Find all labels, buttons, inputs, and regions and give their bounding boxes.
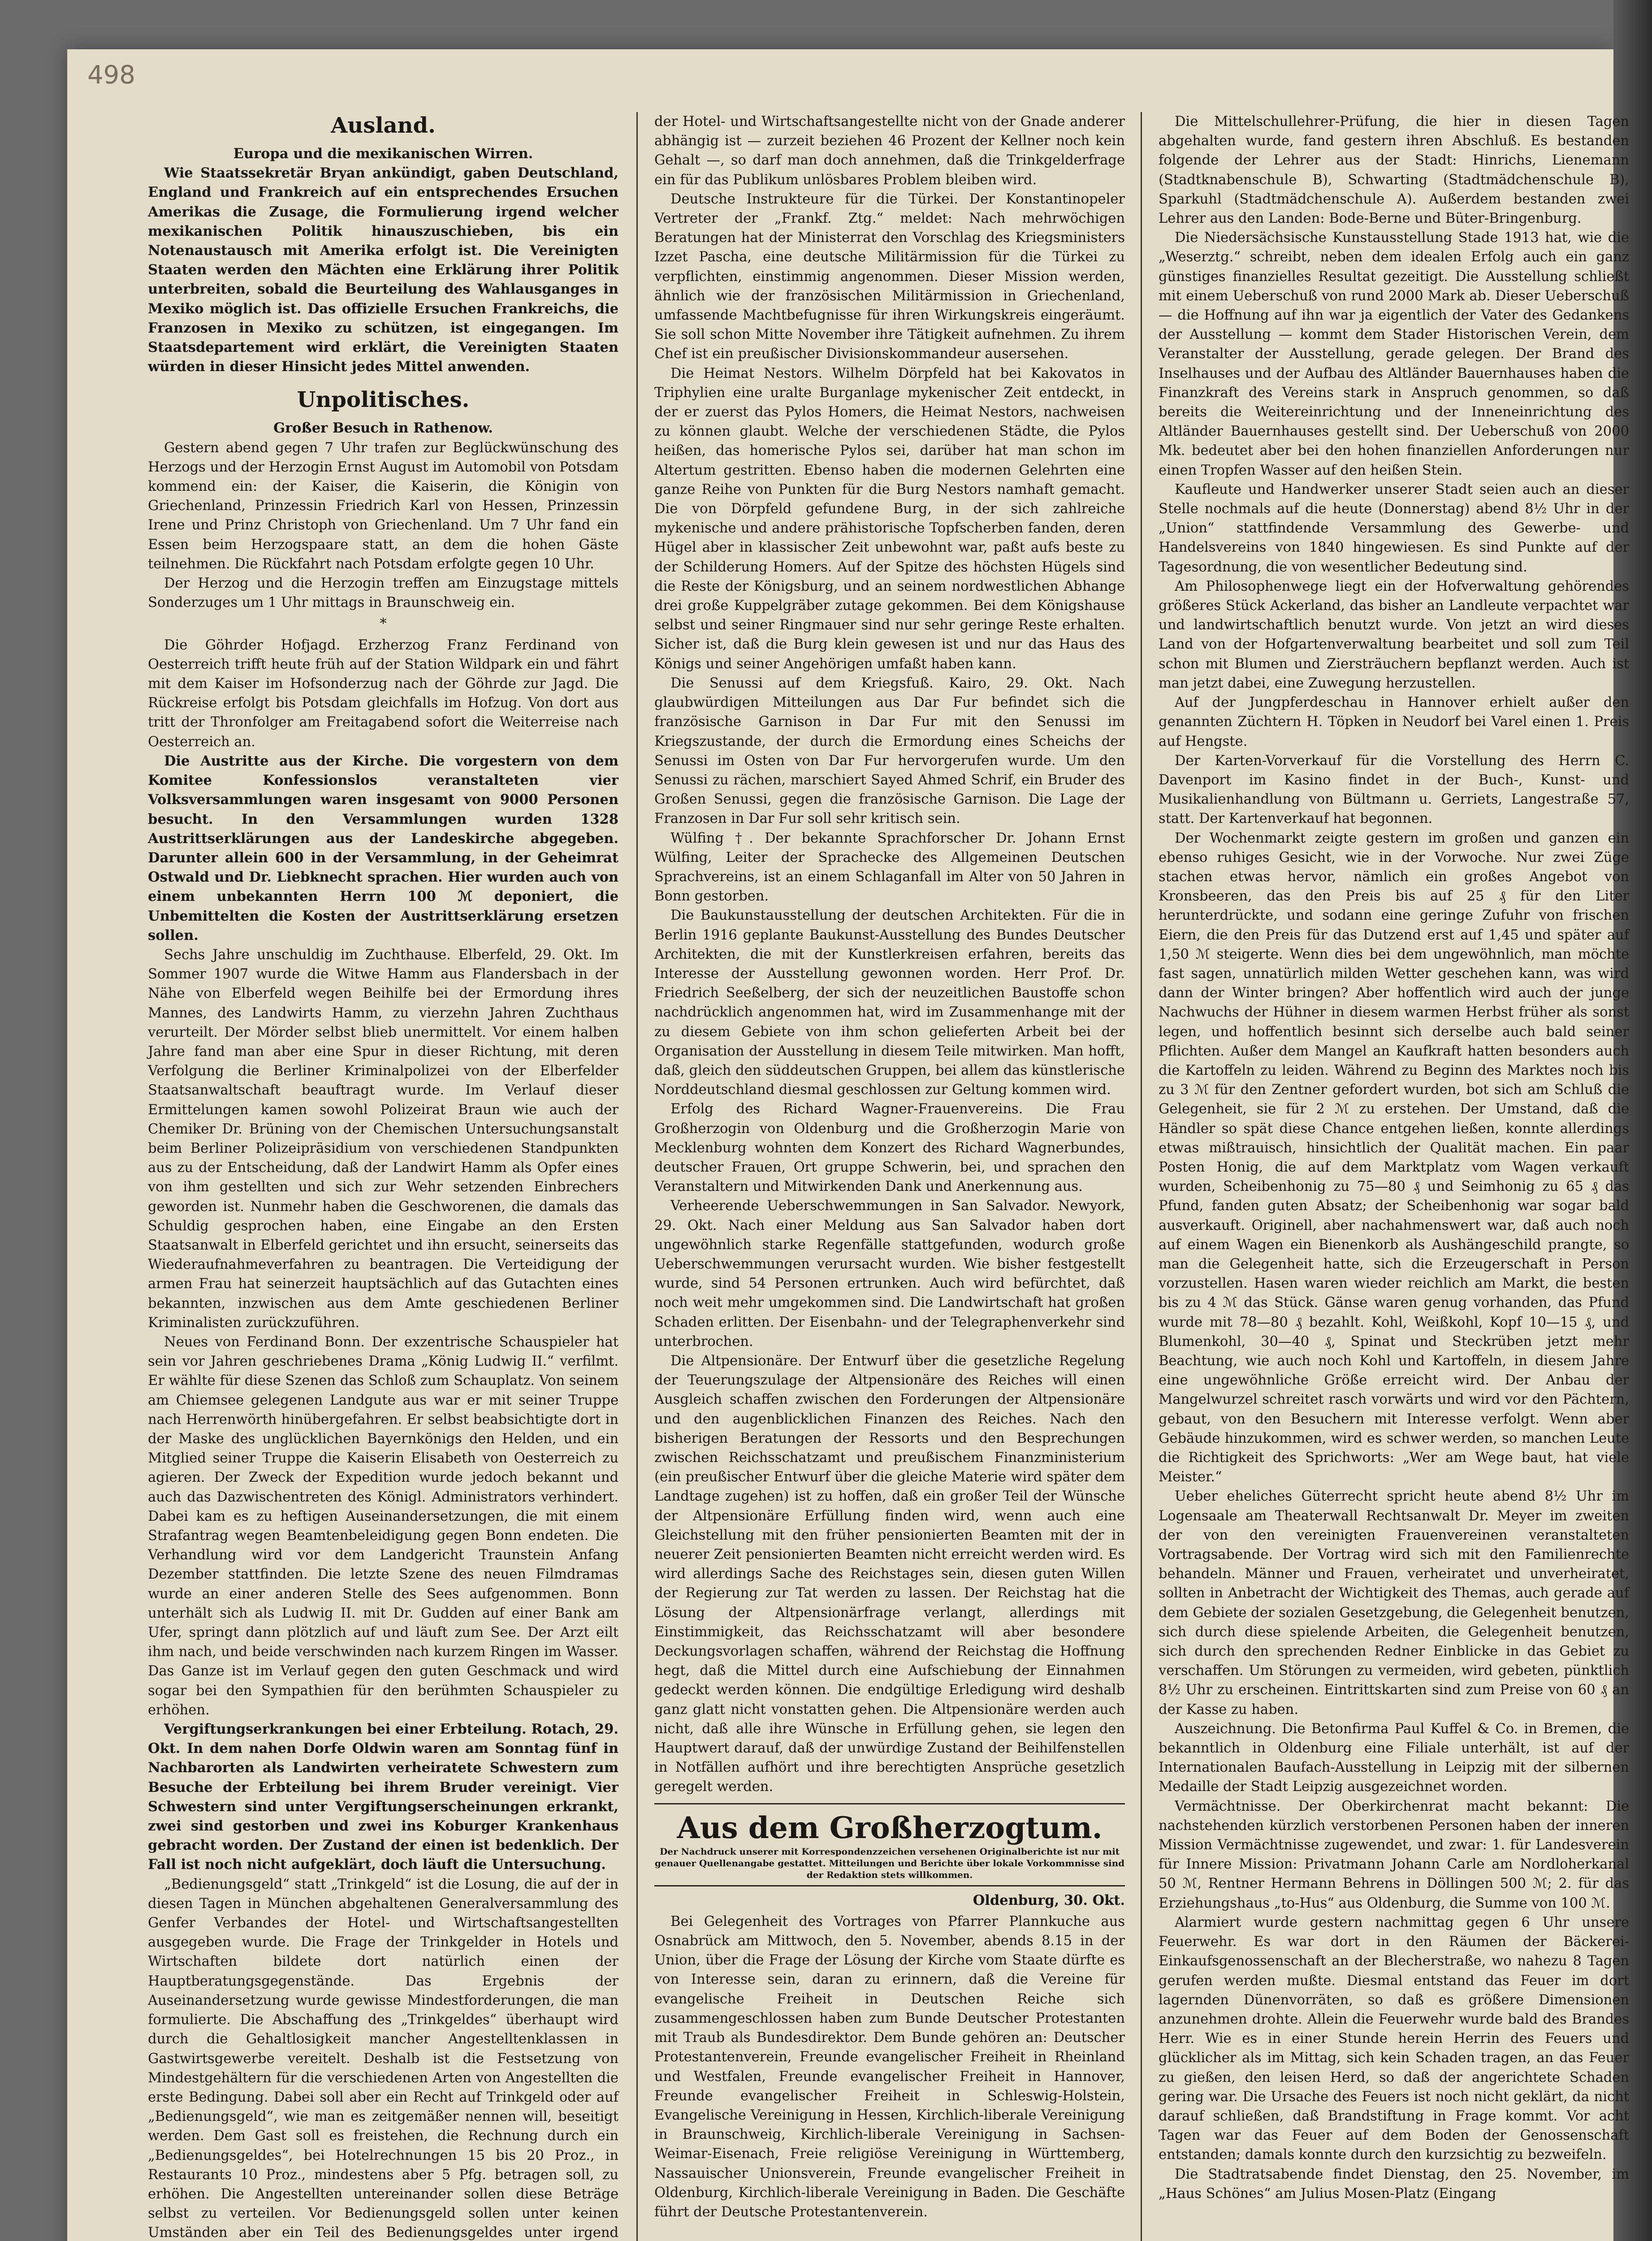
- article-body: Verheerende Ueberschwemmungen in San Salvador. Newyork, 29. Okt. Nach einer Meldung aus San Salvador haben dort ungewöhnlich starke Regenfälle stattgefunden, wodurch große Ueberschwemmungen verursacht wurden. Wie bisher festgestellt wurde, sind 54 Personen ertrunken. Auch wird befürchtet, daß noch weit mehr umgekommen sind. Die Landwirtschaft hat großen Schaden erlitten. Der Eisenbahn- und der Telegraphenverkehr sind unterbrochen.: [654, 1198, 1125, 1350]
- article-body: Erfolg des Richard Wagner-Frauenvereins. Die Frau Großherzogin von Oldenburg und die Großherzogin Marie von Mecklenburg wohnten dem Konzert des Richard Wagnerbundes, deutscher Frauen, Ort gruppe Schwerin, bei, und sprachen den Veranstaltern und Mitwirkenden Dank und Anerkennung aus.: [654, 1101, 1125, 1195]
- article-heading: Europa und die mexikanischen Wirren.: [233, 146, 533, 162]
- article-body: Vergiftungserkrankungen bei einer Erbteilung. Rotach, 29. Okt. In dem nahen Dorfe Oldwin waren am Sonntag fünf in Nachbarorten als Landwirten verheiratete Schwestern zum Besuche der Erbteilung bei ihrem Bruder vereinigt. Vier Schwestern sind unter Vergiftungserscheinungen erkrankt, zwei sind gestorben und zwei ins Koburger Krankenhaus gebracht worden. Der Zustand der einen ist bedenklich. Der Fall ist noch nicht aufgeklärt, doch läuft die Untersuchung.: [148, 1721, 618, 1873]
- banner-note: Der Nachdruck unserer mit Korrespondenzzeichen versehenen Originalberichte ist nur mit genauer Quellenangabe gestattet. Mitteilungen und Berichte über lokale Vorkommnisse sind der Redaktion stets willkommen.: [654, 1846, 1125, 1880]
- article-body: Wie Staatssekretär Bryan ankündigt, gaben Deutschland, England und Frankreich auf ein entsprechendes Ersuchen Amerikas die Zusage, die Formulierung irgend welcher mexikanischen Politik hinauszuschieben, bis ein Notenaustausch mit Amerika erfolgt ist. Die Vereinigten Staaten werden den Mächten eine Erklärung ihrer Politik unterbreiten, sobald die Beurteilung des Wahlausganges in Mexiko möglich ist. Das offizielle Ersuchen Frankreichs, die Franzosen in Mexiko zu schützen, ist eingegangen. Im Staatsdepartement wird erklärt, die Vereinigten Staaten würden in dieser Hinsicht jedes Mittel anwenden.: [148, 165, 618, 375]
- article-body: Sechs Jahre unschuldig im Zuchthause. Elberfeld, 29. Okt. Im Sommer 1907 wurde die Witwe Hamm aus Flandersbach in der Nähe von Elberfeld wegen Beihilfe bei der Ermordung ihres Mannes, des Landwirts Hamm, zu vierzehn Jahren Zuchthaus verurteilt. Der Mörder selbst blieb unermittelt. Vor einem halben Jahre fand man aber eine Spur in dieser Richtung, mit deren Verfolgung die Berliner Kriminalpolizei von der Elberfelder Staatsanwaltschaft beauftragt wurde. Im Verlauf dieser Ermittelungen kamen sowohl Polizeirat Braun wie auch der Chemiker Dr. Brüning von der Chemischen Untersuchungsanstalt beim Berliner Polizeipräsidium von verschiedenen Standpunkten aus zu der Entscheidung, daß der Landwirt Hamm als Opfer eines von ihm gestellten und sich zur Wehr setzenden Einbrechers geworden ist. Nunmehr haben die Geschworenen, die damals das Schuldig gesprochen haben, eine Eingabe an den Ersten Staatsanwalt in Elberfeld gerichtet und ihn ersucht, seinerseits das Wiederaufnahmeverfahren zu beantragen. Die Verteidigung der armen Frau hat seinerzeit hauptsächlich auf das Gutachten eines bekannten, inzwischen aus dem Amte geschiedenen Berliner Kriminalisten zurückzuführen.: [148, 947, 618, 1331]
- article-body: Alarmiert wurde gestern nachmittag gegen 6 Uhr unsere Feuerwehr. Es war dort in den Räumen der Bäckerei-Einkaufsgenossenschaft an der Blecherstraße, wo nahezu 8 Tagen gerufen werden mußte. Diesmal entstand das Feuer im dort lagernden Dünenvorräten, so daß es größere Dimensionen anzunehmen drohte. Allein die Feuerwehr wurde bald des Brandes Herr. Wie es in einer Stunde herein Herrin des Feuers und glücklicher als im Mittag, sich kein Schaden tragen, an das Feuer zu gießen, den leisen Herd, so daß der angerichtete Schaden gering war. Die Ursache des Feuers ist noch nicht geklärt, da nicht darauf schließen, daß Brandstiftung in Frage kommt. Vor acht Tagen war das Feuer auf dem Boden der Genossenschaft entstanden; damals konnte durch den kurzsichtig zu bezweifeln.: [1159, 1914, 1629, 2163]
- section-title-unpolitisches: Unpolitisches.: [297, 387, 470, 413]
- article-body: Die Heimat Nestors. Wilhelm Dörpfeld hat bei Kakovatos in Triphylien eine uralte Burganlage mykenischer Zeit entdeckt, in der er zuerst das Pylos Homers, die Heimat Nestors, nachweisen zu können glaubt. Welche der verschiedenen Städte, die Pylos heißen, das homerische Pylos sei, darüber hat man schon im Altertum gestritten. Ebenso haben die modernen Gelehrten eine ganze Reihe von Punkten für die Burg Nestors namhaft gemacht. Die von Dörpfeld gefundene Burg, in der sich zahlreiche mykenische und andere prähistorische Topfscherben fanden, deren Hügel aber in klassischer Zeit unbewohnt war, paßt aufs beste zu der Schilderung Homers. Auf der Spitze des höchsten Hügels sind die Reste der Königsburg, und an seinem nordwestlichen Abhange drei große Kuppelgräber zutage gekommen. Bei dem Königshause selbst und seiner Ringmauer sind nur sehr geringe Reste erhalten. Sicher ist, daß die Burg klein gewesen ist und nur das Haus des Königs und seiner Angehörigen umfaßt haben kann.: [654, 365, 1125, 672]
- article-body: Die Altpensionäre. Der Entwurf über die gesetzliche Regelung der Teuerungszulage der Altpensionäre des Reiches will einen Ausgleich schaffen zwischen den Forderungen der Altpensionäre und den augenblicklichen Finanzen des Reiches. Nach den bisherigen Beratungen der Ressorts und den Besprechungen zwischen Reichsschatzamt und preußischem Finanzministerium (ein preußischer Entwurf über die gleiche Materie wird später dem Landtage zugehen) ist zu hoffen, daß ein großer Teil der Wünsche der Altpensionäre Erfüllung finden wird, wenn auch eine Gleichstellung mit den früher pensionierten Beamten mit der in neuerer Zeit pensionierten Beamten nicht erreicht werden wird. Es wird allerdings Sache des Reichstages sein, diesen guten Willen der Regierung zur Tat werden zu lassen. Der Reichstag hat die Lösung der Altpensionärfrage verlangt, allerdings mit Einstimmigkeit, das Reichsschatzamt will aber besondere Deckungsvorlagen schaffen, während der Reichstag die Hoffnung hegt, daß die Mittel durch eine Aufschiebung der Einnahmen gedeckt werden können. Die endgültige Erledigung wird deshalb ganz glatt nicht vonstatten gehen. Die Altpensionäre werden auch nicht, daß alle ihre Wünsche in Erfüllung gehen, sie legen den Hauptwert darauf, daß der unwürdige Zustand der Beihilfenstellen in Notfällen aufhört und ihre berechtigten Ansprüche gesetzlich geregelt werden.: [654, 1353, 1125, 1795]
- article-body: Vermächtnisse. Der Oberkirchenrat macht bekannt: Die nachstehenden kürzlich verstorbenen Personen haben der inneren Mission Vermächtnisse zugewendet, und zwar: 1. für Landesverein für Innere Mission: Privatmann Johann Carle am Nordloherkanal 50 ℳ, Rentner Hermann Behrens in Döllingen 500 ℳ; 2. für das Erziehungshaus „to-Hus“ aus Oldenburg, die Summe von 100 ℳ.: [1159, 1798, 1629, 1911]
- article-body: Auszeichnung. Die Betonfirma Paul Kuffel & Co. in Bremen, die bekanntlich in Oldenburg eine Filiale unterhält, ist auf der Internationalen Baufach-Ausstellung in Leipzig mit der silbernen Medaille der Stadt Leipzig ausgezeichnet worden.: [1159, 1721, 1629, 1795]
- separator-asterisk: *: [380, 616, 387, 632]
- article-body: Die Göhrder Hofjagd. Erzherzog Franz Ferdinand von Oesterreich trifft heute früh auf der Station Wildpark ein und fährt mit dem Kaiser im Hofsonderzug nach der Göhrde zur Jagd. Die Rückreise erfolgt bis Potsdam gleichfalls im Hofzug. Von dort aus tritt der Thronfolger am Freitagabend sofort die Weiterreise nach Oesterreich an.: [148, 637, 618, 750]
- column-1: [148, 112, 618, 2241]
- article-body: Die Baukunstausstellung der deutschen Architekten. Für die in Berlin 1916 geplante Baukunst-Ausstellung des Bundes Deutscher Architekten, die mit der Kunstlerkreisen erfahren, bereits das Interesse der Ausstellung gewonnen worden. Herr Prof. Dr. Friedrich Seeßelberg, der sich der neuzeitlichen Baustoffe schon nachdrücklich angenommen hat, wird im Zusammenhange mit der zu diesem Gebiete von ihm schon gelieferten Arbeit bei der Organisation der Ausstellung in diesem Teile mitwirken. Man hofft, daß, gleich den süddeutschen Gruppen, bei allem das künstlerische Norddeutschland diesmal geschlossen zur Geltung kommen wird.: [654, 908, 1125, 1098]
- column-rule: [636, 112, 638, 2241]
- article-body: Neues von Ferdinand Bonn. Der exzentrische Schauspieler hat sein vor Jahren geschriebenes Drama „König Ludwig II.“ verfilmt. Er wählte für diese Szenen das Schloß zum Schauplatz. Von seinem am Chiemsee gelegenen Landgute aus war er mit seiner Truppe nach Herrenwörth hinübergefahren. Er selbst beabsichtigte dort in der Maske des unglücklichen Bayernkönigs den Helden, und ein Mitglied seiner Truppe die Kaiserin Elisabeth von Oesterreich zu agieren. Der Zweck der Expedition wurde jedoch bekannt und auch das Dazwischentreten des Königl. Administrators verhindert. Dabei kam es zu heftigen Auseinandersetzungen, die mit einem Strafantrag wegen Beamtenbeleidigung gegen Bonn endeten. Die Verhandlung wird vor dem Landgericht Traunstein Anfang Dezember stattfinden. Die letzte Szene des neuen Filmdramas wurde an einer anderen Stelle des Sees aufgenommen. Bonn unterhält sich als Ludwig II. mit Dr. Gudden auf einer Bank am Ufer, springt dann plötzlich auf und läuft zum See. Der Arzt eilt ihm nach, und beide verschwinden nach kurzem Ringen im Wasser. Das Ganze ist im Verlauf gegen den guten Geschmack und wird sogar bei den Sympathien für den berühmten Schauspieler zu erhöhen.: [148, 1334, 618, 1718]
- article-body: Gestern abend gegen 7 Uhr trafen zur Beglückwünschung des Herzogs und der Herzogin Ernst August im Automobil von Potsdam kommend ein: der Kaiser, die Kaiserin, die Königin von Griechenland, Prinzessin Friedrich Karl von Hessen, Prinzessin Irene und Prinz Christoph von Griechenland. Um 7 Uhr fand ein Essen beim Herzogspaare statt, an dem die hohen Gäste teilnehmen. Die Rückfahrt nach Potsdam erfolgte gegen 10 Uhr.: [148, 440, 618, 572]
- article-body: Die Mittelschullehrer-Prüfung, die hier in diesen Tagen abgehalten wurde, fand gestern ihren Abschluß. Es bestanden folgende der Lehrer aus der Stadt: Hinrichs, Lienemann (Stadtknabenschule B), Schwarting (Stadtmädchenschule B), Sparkuhl (Stadtmädchenschule A). Außerdem bestanden zwei Lehrer aus den Landen: Bode-Berne und Büter-Bringenburg.: [1159, 114, 1629, 227]
- article-body: Die Senussi auf dem Kriegsfuß. Kairo, 29. Okt. Nach glaubwürdigen Mitteilungen aus Dar Fur befindet sich die französische Garnison in Dar Fur mit den Senussi im Kriegszustande, der durch die Ermordung eines Scheichs der Senussi im Osten von Dar Fur hervorgerufen wurde. Um den Senussi zu rächen, marschiert Sayed Ahmed Schrif, ein Bruder des Großen Senussi, gegen die französische Garnison. Die Lage der Franzosen in Dar Fur soll sehr kritisch sein.: [654, 675, 1125, 827]
- column-2: [654, 112, 1125, 2222]
- article-body: der Hotel- und Wirtschaftsangestellte nicht von der Gnade anderer abhängig ist — zurzeit beziehen 46 Prozent der Kellner noch kein Gehalt —, so darf man doch annehmen, daß die Trinkgelderfrage ein für das Publikum unlösbares Problem bleiben wird.: [654, 114, 1125, 188]
- article-body: Die Niedersächsische Kunstausstellung Stade 1913 hat, wie die „Weserztg.“ schreibt, neben dem idealen Erfolg auch ein ganz günstiges finanzielles Resultat gezeitigt. Die Ausstellung schließt mit einem Ueberschuß von rund 2000 Mark ab. Dieser Ueberschuß — die Hoffnung auf ihn war ja eigentlich der Vater des Gedankens der Ausstellung — kommt dem Stader Historischen Verein, dem Veranstalter der Ausstellung, gerade gelegen. Der Brand des Inselhauses und der Aufbau des Altländer Bauernhauses haben die Finanzkraft des Vereins stark in Anspruch genommen, so daß bereits die Weitereinrichtung und der Inneneinrichtung des Altländer Bauernhauses gestellt sind. Der Ueberschuß von 2000 Mk. bedeutet aber bei den hohen finanziellen Anforderungen nur einen Tropfen Wasser auf den heißen Stein.: [1159, 230, 1629, 478]
- column-rule: [1141, 112, 1142, 2241]
- article-body: Der Wochenmarkt zeigte gestern im großen und ganzen ein ebenso ruhiges Gesicht, wie in der Vorwoche. Nur zwei Züge stachen etwas hervor, nämlich ein großes Angebot von Kronsbeeren, das den Preis bis auf 25 ₰ für den Liter herunterdrückte, und sodann eine geringe Zufuhr von frischen Eiern, die den Preis für das Dutzend erst auf 1,45 und später auf 1,50 ℳ steigerte. Wenn dies bei dem ungewöhnlich, man möchte fast sagen, unnatürlich milden Wetter geschehen kann, was wird dann der Winter bringen? Aber hoffentlich wird auch der junge Nachwuchs der Hühner in diesem warmen Herbst früher als sonst legen, und hoffentlich besinnt sich derselbe auch bald seiner Pflichten. Außer dem Mangel an Kaufkraft hatten besonders auch die Kartoffeln zu leiden. Während zu Beginn des Marktes noch bis zu 3 ℳ für den Zentner gefordert wurden, bot sich am Schluß die Gelegenheit, sie für 2 ℳ zu erstehen. Der Umstand, daß die Händler so spät diese Chance entgehen ließen, konnte allerdings etwas mißtrauisch, hinsichtlich der Qualität machen. Ein paar Posten Honig, die auf dem Marktplatz vom Wagen verkauft wurden, Scheibenhonig zu 75—80 ₰ und Seimhonig zu 65 ₰ das Pfund, fanden guten Absatz; der Scheibenhonig war sogar bald ausverkauft. Originell, aber nachahmenswert war, daß auch noch auf einem Wagen ein Bienenkorb als Aushängeschild prangte, so man die Gelegenheit hatte, sich die Erzeugerschaft in Person vorzustellen. Hasen waren wieder reichlich am Markt, die besten bis zu 4 ℳ das Stück. Gänse waren genug vorhanden, das Pfund wurde mit 78—80 ₰ bezahlt. Kohl, Weißkohl, Kopf 10—15 ₰, und Blumenkohl, 30—40 ₰, Spinat und Steckrüben jetzt mehr Beachtung, wie auch noch Kohl und Kartoffeln, in diesem Jahre eine ungewöhnliche Größe erreicht wird. Der Anbau der Mangelwurzel schreitet rasch vorwärts und wird vor den Pächtern, gebaut, von den Besuchern mit Interesse verfolgt. Wenn aber Gebäude hinzukommen, wird es schwer werden, so manchen Leute die Richtigkeit des Sprichworts: „Wer am Wege baut, hat viele Meister.“: [1159, 830, 1629, 1485]
- article-body: Bei Gelegenheit des Vortrages von Pfarrer Plannkuche aus Osnabrück am Mittwoch, den 5. November, abends 8.15 in der Union, über die Frage der Lösung der Kirche vom Staate dürfte es von Interesse sein, daran zu erinnern, daß die Vereine für evangelische Freiheit in Deutschen Reiche sich zusammengeschlossen haben zum Bunde Deutscher Protestanten mit Traub als Bundesdirektor. Dem Bunde gehören an: Deutscher Protestantenverein, Freunde evangelischer Freiheit in Rheinland und Westfalen, Freunde evangelischer Freiheit in Hannover, Freunde evangelischer Freiheit in Schleswig-Holstein, Evangelische Vereinigung in Hessen, Kirchlich-liberale Vereinigung in Braunschweig, Kirchlich-liberale Vereinigung in Sachsen-Weimar-Eisenach, Freie religiöse Vereinigung in Württemberg, Nassauischer Unionsverein, Freunde evangelischer Freiheit in Oldenburg, Kirchlich-liberale Vereinigung in Baden. Die Geschäfte führt der Deutsche Protestantenverein.: [654, 1913, 1125, 2220]
- banner-title: Aus dem Großherzogtum.: [677, 1810, 1103, 1845]
- article-body: Die Stadtratsabende findet Dienstag, den 25. November, im „Haus Schönes“ am Julius Mosen-Platz (Eingang: [1159, 2166, 1629, 2202]
- article-body: Am Philosophenwege liegt ein der Hofverwaltung gehörendes größeres Stück Ackerland, das bisher an Landleute verpachtet war und landwirtschaftlich benutzt wurde. Von jetzt an wird dieses Land von der Hofgartenverwaltung bearbeitet und soll zum Teil schon mit Blumen und Ziersträuchern bepflanzt werden. Auch ist man jetzt dabei, eine Zuwegung herzustellen.: [1159, 578, 1629, 691]
- article-body: Ueber eheliches Güterrecht spricht heute abend 8½ Uhr im Logensaale am Theaterwall Rechtsanwalt Dr. Meyer im zweiten der von den vereinigten Frauenvereinen veranstalteten Vortragsabende. Der Vortrag wird sich mit den Familienrechte behandeln. Männer und Frauen, verheiratet und unverheiratet, sollten in Anbetracht der Wichtigkeit des Themas, auch gerade auf dem Gebiete der sozialen Gesetzgebung, die Gelegenheit benutzen, sich durch diese spielende Arbeiten, die Gelegenheit benutzen, sich durch den sprechenden Redner Einblicke in das Gebiet zu verschaffen. Um Störungen zu vermeiden, wird gebeten, pünktlich 8½ Uhr zu erscheinen. Eintrittskarten sind zum Preise von 60 ₰ an der Kasse zu haben.: [1159, 1488, 1629, 1718]
- section-banner-grossherzogtum: [654, 1803, 1125, 1886]
- page-number: 498: [87, 61, 135, 90]
- dateline: Oldenburg, 30. Okt.: [973, 1892, 1125, 1908]
- article-body: „Bedienungsgeld“ statt „Trinkgeld“ ist die Losung, die auf der in diesen Tagen in München abgehaltenen Generalversammlung des Genfer Verbandes der Hotel- und Wirtschaftsangestellten ausgegeben wurde. Die Frage der Trinkgelder in Hotels und Wirtschaften bildete dort natürlich einen der Hauptberatungsgegenstände. Das Ergebnis der Auseinandersetzung wurde gewisse Mindestforderungen, die man formulierte. Die Abschaffung des „Trinkgeldes“ überhaupt wird durch die Gehaltlosigkeit mancher Angestelltenklassen in Gastwirtsgewerbe vereitelt. Deshalb ist die Festsetzung von Mindestgehältern für die verschiedenen Arten von Angestellten die erste Bedingung. Dabei soll aber ein Recht auf Trinkgeld oder auf „Bedienungsgeld“, wie man es zeitgemäßer nennen will, beseitigt werden. Dem Gast soll es freistehen, die Rechnung durch ein „Bedienungsgeldes“, bei Hotelrechnungen 15 bis 20 Proz., in Restaurants 10 Proz., mindestens aber 5 Pfg. betragen soll, zu erhöhen. Die Angestellten untereinander sollen diese Beträge selbst zu verteilen. Vor Bedienungsgeld sollen unter keinen Umständen aber ein Teil des Bedienungsgeldes unter irgend: [148, 1876, 618, 2241]
- article-heading: Großer Besuch in Rathenow.: [273, 420, 493, 437]
- article-body: Deutsche Instrukteure für die Türkei. Der Konstantinopeler Vertreter der „Frankf. Ztg.“ meldet: Nach mehrwöchigen Beratungen hat der Ministerrat den Vorschlag des Kriegsministers Izzet Pascha, eine deutsche Militärmission für die Türkei zu verpflichten, einstimmig angenommen. Dieser Mission werden, ähnlich wie der französischen Militärmission in Griechenland, umfassende Machtbefugnisse für ihren Wirkungskreis eingeräumt. Sie soll schon Mitte November ihre Tätigkeit aufnehmen. Zu ihrem Chef ist ein preußischer Divisionskommandeur ausersehen.: [654, 191, 1125, 362]
- article-body: Kaufleute und Handwerker unserer Stadt seien auch an dieser Stelle nochmals auf die heute (Donnerstag) abend 8½ Uhr in der „Union“ stattfindende Versammlung des Gewerbe- und Handelsvereins von 1840 hingewiesen. Es sind Punkte auf der Tagesordnung, die von wesentlicher Bedeutung sind.: [1159, 481, 1629, 575]
- article-body: Die Austritte aus der Kirche. Die vorgestern von dem Komitee Konfessionslos veranstalteten vier Volksversammlungen waren insgesamt von 9000 Personen besucht. In den Versammlungen wurden 1328 Austrittserklärungen aus der Landeskirche abgegeben. Darunter allein 600 in der Versammlung, in der Geheimrat Ostwald und Dr. Liebknecht sprachen. Hier wurden auch von einem unbekannten Herrn 100 ℳ deponiert, die Unbemittelten die Kosten der Austrittserklärung ersetzen sollen.: [148, 753, 618, 943]
- article-body: Auf der Jungpferdeschau in Hannover erhielt außer den genannten Züchtern H. Töpken in Neudorf bei Varel einen 1. Preis auf Hengste.: [1159, 695, 1629, 749]
- article-body: Wülfing †. Der bekannte Sprachforscher Dr. Johann Ernst Wülfing, Leiter der Sprachecke des Allgemeinen Deutschen Sprachvereins, ist an einem Schlaganfall im Alter von 50 Jahren in Bonn gestorben.: [654, 830, 1125, 904]
- article-body: Der Herzog und die Herzogin treffen am Einzugstage mittels Sonderzuges um 1 Uhr mittags in Braunschweig ein.: [148, 575, 618, 611]
- article-body: Der Karten-Vorverkauf für die Vorstellung des Herrn C. Davenport im Kasino findet in der Buch-, Kunst- und Musikalienhandlung von Bültmann u. Gerriets, Langestraße 57, statt. Der Kartenverkauf hat begonnen.: [1159, 753, 1629, 827]
- section-title-ausland: Ausland.: [331, 113, 436, 138]
- column-3: [1159, 112, 1629, 2203]
